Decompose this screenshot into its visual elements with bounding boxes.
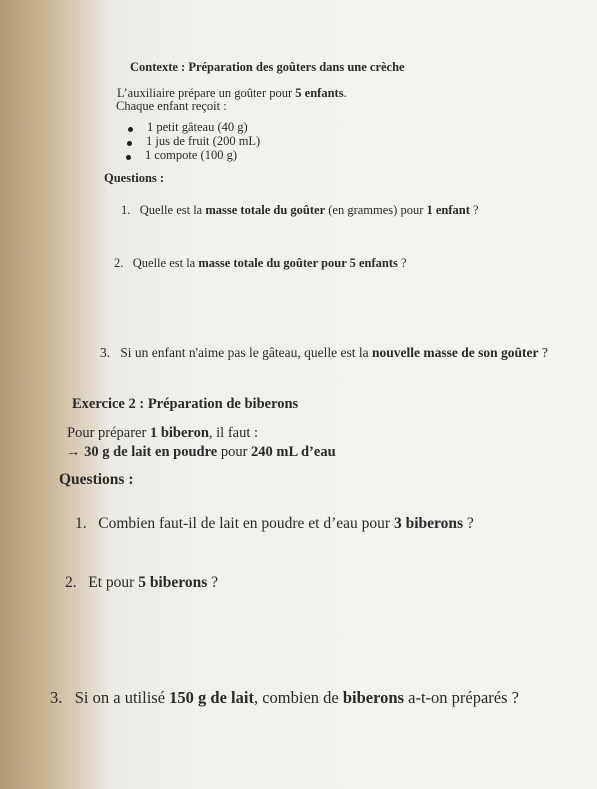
context-question-3: 3. Si un enfant n'aime pas le gâteau, quelle est la nouvelle masse de son goûter ?: [100, 345, 548, 360]
context-questions-heading: Questions :: [104, 171, 165, 185]
context-title: Contexte : Préparation des goûters dans une crèche: [130, 60, 405, 74]
context-question-2: 2. Quelle est la masse totale du goûter pour 5 enfants ?: [114, 256, 407, 270]
context-line-1: L’auxiliaire prépare un goûter pour 5 enfants.: [117, 86, 347, 100]
list-item: 1 petit gâteau (40 g): [147, 120, 248, 134]
bullet-icon: [126, 155, 131, 160]
arrow-right-icon: →: [66, 444, 81, 460]
exercise-2-line-2: → 30 g de lait en poudre pour 240 mL d’eau: [66, 444, 336, 460]
list-item: 1 compote (100 g): [145, 148, 237, 162]
list-item: 1 jus de fruit (200 mL): [146, 134, 261, 148]
context-question-1: 1. Quelle est la masse totale du goûter (en grammes) pour 1 enfant ?: [121, 203, 479, 217]
exercise-2-question-2: 2. Et pour 5 biberons ?: [65, 574, 219, 591]
exercise-2-question-3: 3. Si on a utilisé 150 g de lait, combien de biberons a-t-on préparés ?: [50, 688, 519, 707]
exercise-2-question-1: 1. Combien faut-il de lait en poudre et d’eau pour 3 biberons ?: [75, 515, 474, 532]
context-line-2: Chaque enfant reçoit :: [116, 99, 227, 113]
exercise-2-line-1: Pour préparer 1 biberon, il faut :: [67, 425, 259, 441]
bullet-icon: [128, 127, 133, 132]
exercise-2-title: Exercice 2 : Préparation de biberons: [72, 396, 299, 412]
bullet-icon: [127, 141, 132, 146]
exercise-2-questions-heading: Questions :: [59, 471, 134, 488]
